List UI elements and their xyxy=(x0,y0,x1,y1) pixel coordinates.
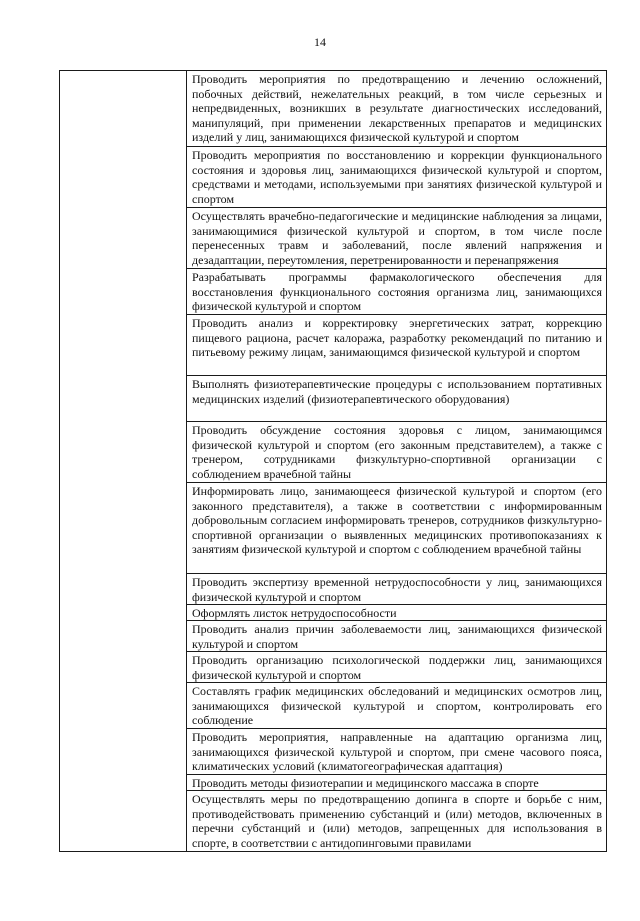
cell-text: Выполнять физиотерапевтические процедуры с использованием портативных медицинских изделий (физиотерапевтического оборудования) xyxy=(192,377,602,406)
cell-text: Проводить организацию психологической поддержки лиц, занимающихся физической культурой и спортом xyxy=(192,653,602,682)
cell-text: Проводить экспертизу временной нетрудоспособности у лиц, занимающихся физической культурой и спортом xyxy=(192,575,602,604)
requirements-table xyxy=(59,70,607,852)
table-cell xyxy=(187,422,607,483)
table-cell xyxy=(187,729,607,775)
label-cell xyxy=(60,71,187,852)
table-cell xyxy=(187,574,607,605)
table-cell xyxy=(187,791,607,852)
cell-text: Проводить мероприятия, направленные на адаптацию организма лиц, занимающихся физической культурой и спортом, при смене часового пояса, климатических условий (климатогеографическая адаптация) xyxy=(192,730,602,774)
table-cell xyxy=(187,71,607,147)
table-cell xyxy=(187,483,607,574)
table-cell xyxy=(187,605,607,621)
cell-text: Проводить мероприятия по предотвращению и лечению осложнений, побочных действий, нежелательных реакций, в том числе серьезных и непредвиденных, возникших в результате диагностических исследований, манипуляций, при применении лекарственных препаратов и медицинских изделий у лиц, занимающихся физической культурой и спортом xyxy=(192,72,602,145)
cell-text: Проводить анализ причин заболеваемости лиц, занимающихся физической культурой и спортом xyxy=(192,622,602,651)
table-cell xyxy=(187,269,607,315)
table-row xyxy=(60,71,607,147)
table-cell xyxy=(187,775,607,791)
table-cell xyxy=(187,147,607,208)
cell-text: Разрабатывать программы фармакологического обеспечения для восстановления функционального состояния организма лиц, занимающихся физической культурой и спортом xyxy=(192,270,602,314)
cell-text: Проводить обсуждение состояния здоровья с лицом, занимающимся физической культурой и спортом (его законным представителем), а также с тренером, сотрудниками физкультурно-спортивной организации с соблюдением врачебной тайны xyxy=(192,423,602,481)
cell-text: Проводить методы физиотерапии и медицинского массажа в спорте xyxy=(192,776,539,790)
page-number: 14 xyxy=(314,35,326,49)
table-cell xyxy=(187,652,607,683)
cell-text: Осуществлять меры по предотвращению допинга в спорте и борьбе с ним, противодействовать применению субстанций и (или) методов, включенных в перечни субстанций и (или) методов, запрещенных для использования в спорте, в соответствии с антидопинговыми правилами xyxy=(192,792,602,850)
cell-text: Оформлять листок нетрудоспособности xyxy=(192,606,397,620)
table-cell xyxy=(187,621,607,652)
cell-text: Осуществлять врачебно-педагогические и медицинские наблюдения за лицами, занимающимися физической культурой и спортом, в том числе после перенесенных травм и заболеваний, после явлений напряжения и дезадаптации, переутомления, перетренированности и перенапряжения xyxy=(192,209,602,267)
cell-text: Проводить мероприятия по восстановлению и коррекции функционального состояния и здоровья лиц, занимающихся физической культурой и спортом, средствами и методами, используемыми при занятиях физической культурой и спортом xyxy=(192,148,602,206)
table-cell xyxy=(187,683,607,729)
cell-text: Составлять график медицинских обследований и медицинских осмотров лиц, занимающихся физической культурой и спортом, контролировать его соблюдение xyxy=(192,684,602,728)
table-cell xyxy=(187,376,607,422)
cell-text: Проводить анализ и корректировку энергетических затрат, коррекцию пищевого рациона, расчет калоража, разработку рекомендаций по питанию и питьевому режиму лицам, занимающимся физической культурой и спортом xyxy=(192,316,602,360)
cell-text: Информировать лицо, занимающееся физической культурой и спортом (его законного представителя), а также в соответствии с информированным добровольным согласием информировать тренеров, сотрудников физкультурно-спортивной организации о выявленных медицинских противопоказаниях к занятиям физической культурой и спортом с соблюдением врачебной тайны xyxy=(192,484,602,557)
table-cell xyxy=(187,208,607,269)
table-cell xyxy=(187,315,607,376)
